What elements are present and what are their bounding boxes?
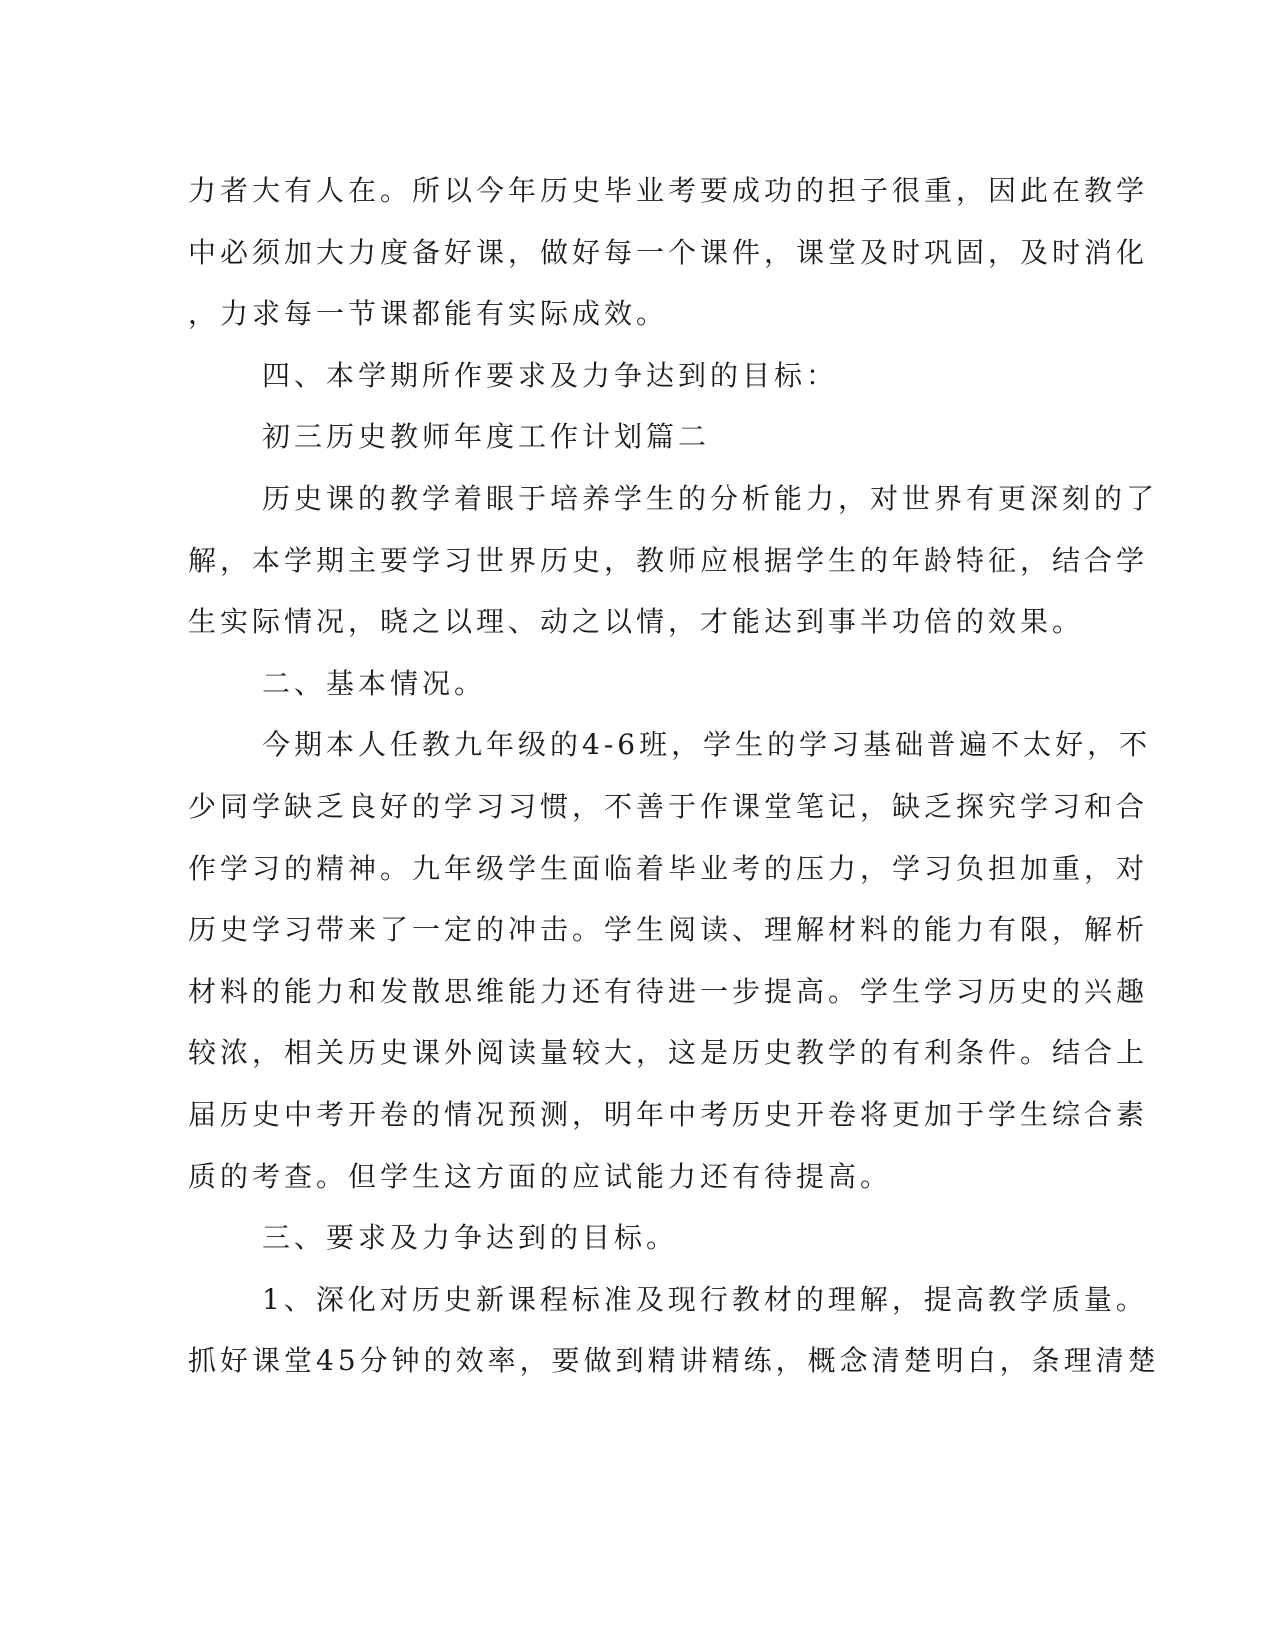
paragraph-line: 今期本人任教九年级的4-6班，学生的学习基础普遍不太好，不 — [262, 728, 1152, 762]
paragraph-line: 1、深化对历史新课程标准及现行教材的理解，提高教学质量。 — [262, 1282, 1148, 1316]
paragraph-line: 少同学缺乏良好的学习习惯，不善于作课堂笔记，缺乏探究学习和合 — [188, 789, 1149, 823]
paragraph-line: 历史学习带来了一定的冲击。学生阅读、理解材料的能力有限，解析 — [188, 913, 1149, 947]
section-heading: 三、要求及力争达到的目标。 — [262, 1221, 679, 1255]
paragraph-line: 力者大有人在。所以今年历史毕业考要成功的担子很重，因此在教学 — [188, 174, 1149, 207]
paragraph-line: 中必须加大力度备好课，做好每一个课件，课堂及时巩固，及时消化 — [188, 235, 1149, 269]
paragraph-line: 质的考查。但学生这方面的应试能力还有待提高。 — [188, 1159, 893, 1193]
paragraph-line: 材料的能力和发散思维能力还有待进一步提高。学生学习历史的兴趣 — [188, 974, 1149, 1008]
paragraph-line: 届历史中考开卷的情况预测，明年中考历史开卷将更加于学生综合素 — [188, 1097, 1149, 1131]
paragraph-line: 较浓，相关历史课外阅读量较大，这是历史教学的有利条件。结合上 — [188, 1036, 1149, 1070]
section-heading: 四、本学期所作要求及力争达到的目标： — [262, 358, 839, 392]
paragraph-line: 历史课的教学着眼于培养学生的分析能力，对世界有更深刻的了 — [262, 481, 1159, 515]
paragraph-line: 作学习的精神。九年级学生面临着毕业考的压力，学习负担加重，对 — [188, 851, 1149, 885]
section-heading: 二、基本情况。 — [262, 666, 487, 700]
paragraph-line: 解，本学期主要学习世界历史，教师应根据学生的年龄特征，结合学 — [188, 543, 1149, 577]
document-title: 初三历史教师年度工作计划篇二 — [262, 420, 711, 454]
paragraph-line: ，力求每一节课都能有实际成效。 — [188, 297, 669, 331]
paragraph-line: 生实际情况，晓之以理、动之以情，才能达到事半功倍的效果。 — [188, 605, 1085, 639]
paragraph-line: 抓好课堂45分钟的效率，要做到精讲精练，概念清楚明白，条理清楚 — [188, 1344, 1160, 1378]
document-body — [188, 160, 1160, 1392]
